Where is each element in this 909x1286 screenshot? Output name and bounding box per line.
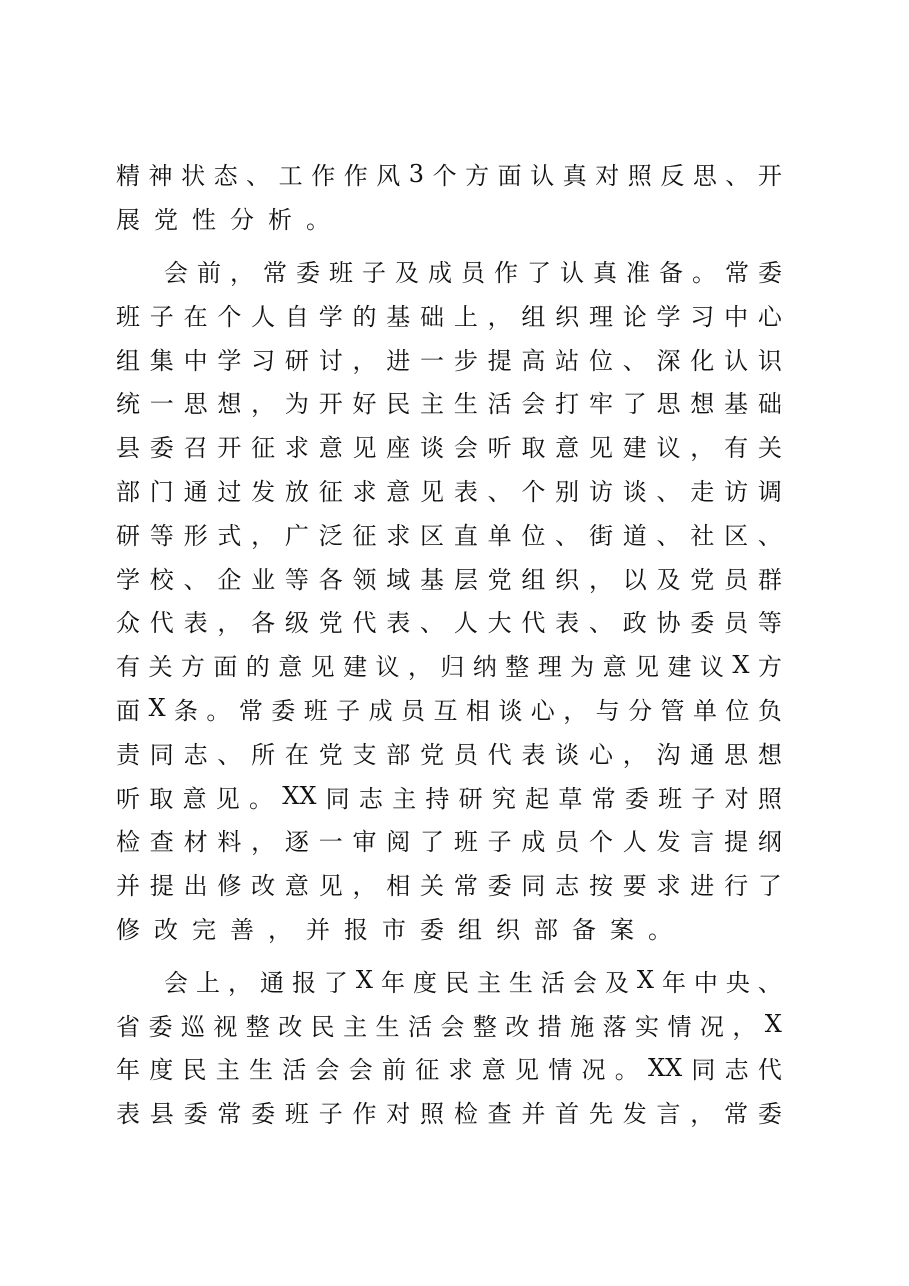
paragraph-start-line: 会 前 ， 常 委 班 子 及 成 员 作 了 认 真 准 备 。 常 委 <box>164 258 782 287</box>
text-line: 展 党 性 分 析 。 <box>116 206 330 235</box>
text-line: 检 查 材 料 ， 逐 一 审 阅 了 班 子 成 员 个 人 发 言 提 纲 <box>116 828 782 857</box>
text-line: 组 集 中 学 习 研 讨 ， 进 一 步 提 高 站 位 、 深 化 认 识 <box>116 346 782 375</box>
text-line: 表 县 委 常 委 班 子 作 对 照 检 查 并 首 先 发 言 ， 常 委 <box>116 1100 782 1129</box>
text-line: 众 代 表 ， 各 级 党 代 表 、 人 大 代 表 、 政 协 委 员 等 <box>116 609 782 638</box>
text-line: 班 子 在 个 人 自 学 的 基 础 上 ， 组 织 理 论 学 习 中 心 <box>116 302 782 331</box>
text-line: 精 神 状 态 、 工 作 作 风 3 个 方 面 认 真 对 照 反 思 、 开 <box>116 159 782 191</box>
paragraph-start-line: 会 上 ， 通 报 了 X 年 度 民 主 生 活 会 及 X 年 中 央 、 <box>164 966 782 997</box>
text-line: 有 关 方 面 的 意 见 建 议 ， 归 纳 整 理 为 意 见 建 议 X 方 <box>116 650 782 682</box>
text-line: 面 X 条 。 常 委 班 子 成 员 互 相 谈 心 ， 与 分 管 单 位 负 <box>116 694 782 725</box>
text-line: 省 委 巡 视 整 改 民 主 生 活 会 整 改 措 施 落 实 情 况 ， X <box>116 1010 782 1041</box>
text-line: 修 改 完 善 ， 并 报 市 委 组 织 部 备 案 。 <box>116 915 672 944</box>
text-line: 研 等 形 式 ， 广 泛 征 求 区 直 单 位 、 街 道 、 社 区 、 <box>116 521 782 550</box>
text-line: 年 度 民 主 生 活 会 会 前 征 求 意 见 情 况 。 XX 同 志 代 <box>116 1053 782 1085</box>
text-line: 责 同 志 、 所 在 党 支 部 党 员 代 表 谈 心 ， 沟 通 思 想 <box>116 740 782 769</box>
text-line: 听 取 意 见 。 XX 同 志 主 持 研 究 起 草 常 委 班 子 对 照 <box>116 782 782 813</box>
text-line: 部 门 通 过 发 放 征 求 意 见 表 、 个 别 访 谈 、 走 访 调 <box>116 477 782 506</box>
text-line: 统 一 思 想 ， 为 开 好 民 主 生 活 会 打 牢 了 思 想 基 础 <box>116 390 782 419</box>
text-line: 学 校 、 企 业 等 各 领 域 基 层 党 组 织 ， 以 及 党 员 群 <box>116 565 782 594</box>
text-line: 并 提 出 修 改 意 见 ， 相 关 常 委 同 志 按 要 求 进 行 了 <box>116 872 782 901</box>
document-body <box>116 152 782 1134</box>
text-line: 县 委 召 开 征 求 意 见 座 谈 会 听 取 意 见 建 议 ， 有 关 <box>116 434 782 463</box>
